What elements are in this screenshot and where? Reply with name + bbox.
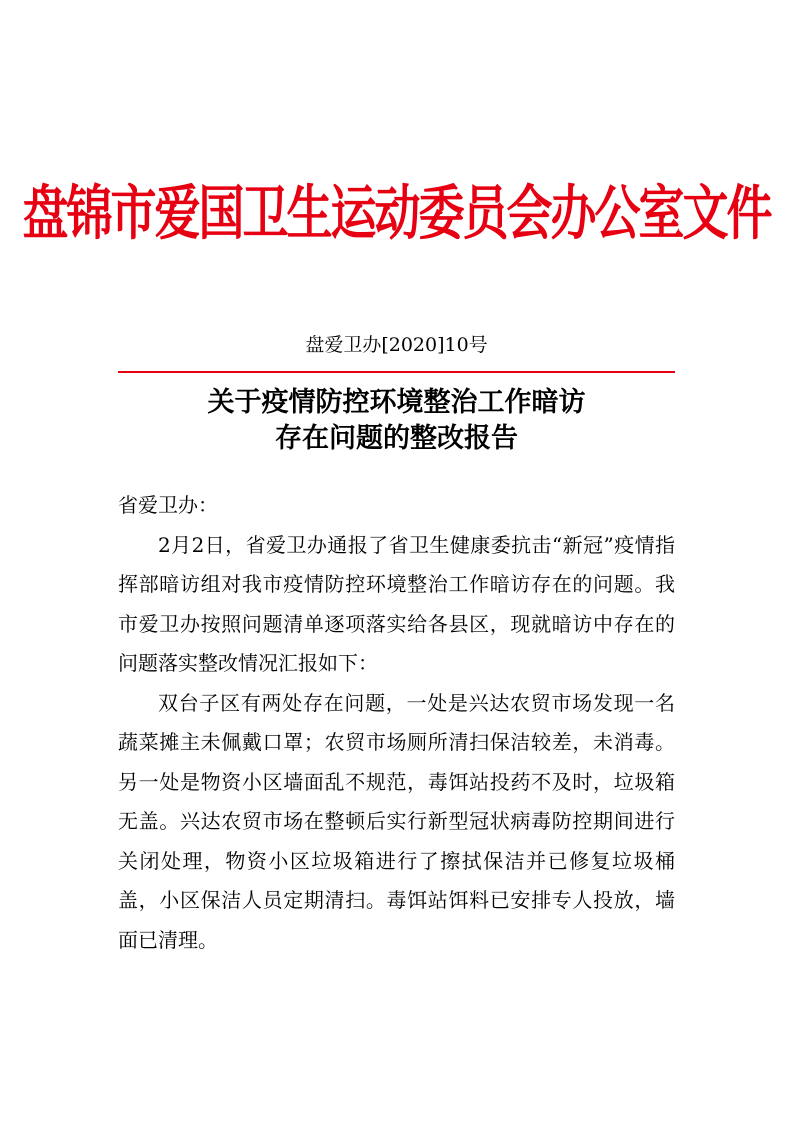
document-title-line-1: 关于疫情防控环境整治工作暗访: [207, 387, 586, 418]
document-masthead: 盘锦市爱国卫生运动委员会办公室文件: [22, 178, 771, 248]
body-paragraph-1: 2月2日，省爱卫办通报了省卫生健康委抗击“新冠”疫情指挥部暗访组对我市疫情防控环境整治工作暗访存在的问题。我市爱卫办按照问题清单逐项落实给各县区，现就暗访中存在的问题落实整改情况汇报如下：: [118, 532, 675, 675]
document-title-line-2: 存在问题的整改报告: [275, 423, 518, 454]
document-number: 盘爱卫办[2020]10号: [305, 334, 488, 356]
salutation: 省爱卫办：: [118, 493, 218, 517]
red-divider-line: [118, 371, 675, 373]
body-paragraph-2: 双台子区有两处存在问题，一处是兴达农贸市场发现一名蔬菜摊主未佩戴口罩；农贸市场厕所清扫保洁较差，未消毒。另一处是物资小区墙面乱不规范，毒饵站投药不及时，垃圾箱无盖。兴达农贸市场在整顿后实行新型冠状病毒防控期间进行关闭处理，物资小区垃圾箱进行了擦拭保洁并已修复垃圾桶盖，小区保洁人员定期清扫。毒饵站饵料已安排专人投放，墙面已清理。: [118, 690, 675, 952]
document-body: [118, 486, 675, 960]
document-title: [0, 385, 793, 457]
